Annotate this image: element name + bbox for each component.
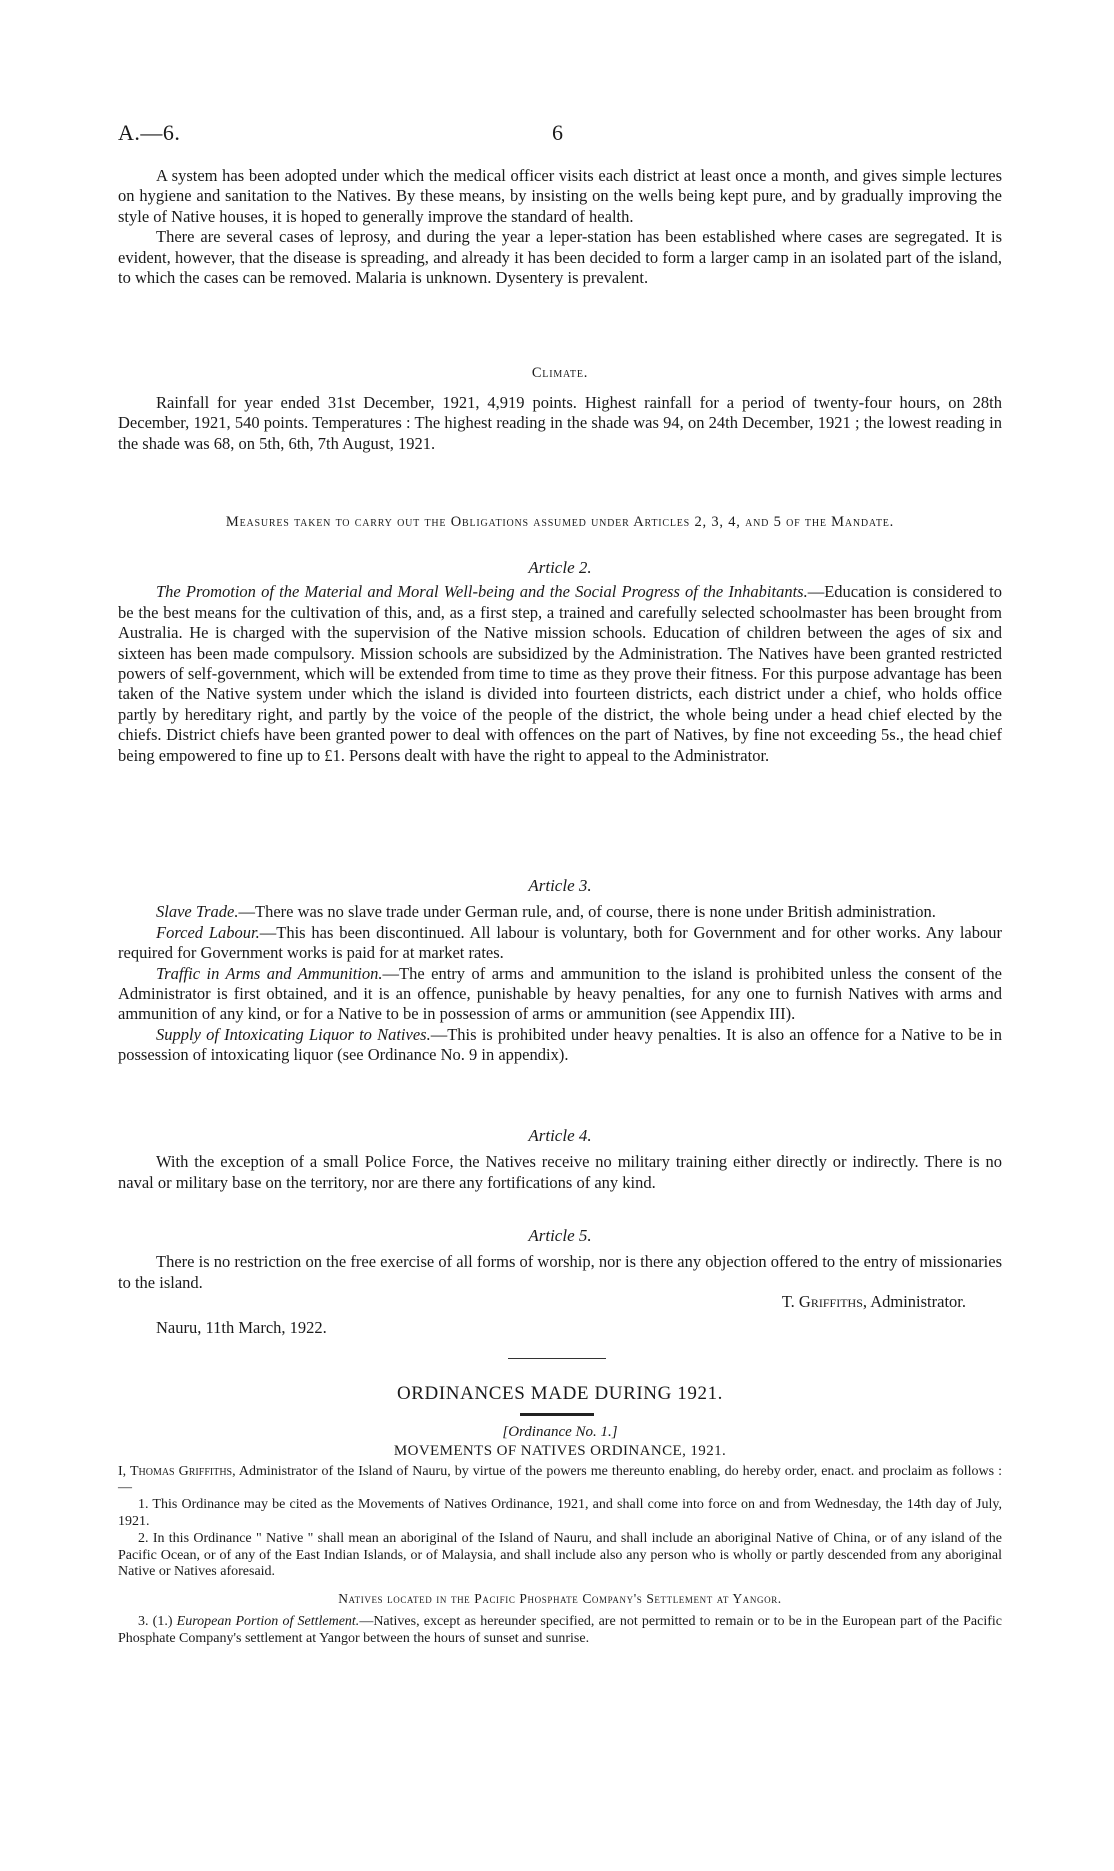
section-3-number: 3. (1.) [138, 1613, 177, 1629]
climate-section [118, 363, 1002, 383]
article-5-paragraph: There is no restriction on the free exercise of all forms of worship, nor is there any objection offered to the entry of missionaries to the island. [118, 1252, 1002, 1292]
slave-trade-lead: Slave Trade. [156, 902, 239, 922]
place-date: Nauru, 11th March, 1922. [156, 1318, 327, 1337]
ordinance-1 [118, 1424, 1002, 1648]
arms-traffic-paragraph [118, 964, 1002, 1025]
ordinance-preamble [118, 1464, 1002, 1498]
article-2-lead: The Promotion of the Material and Moral Well-being and the Social Progress of the Inhabitants. [156, 582, 808, 602]
health-paragraph-2: There are several cases of leprosy, and during the year a leper-station has been established where cases are segregated. It is evident, however, that the disease is spreading, and already it has been decided to form a larger camp in an isolated part of the island, to which the cases can be removed. Malaria is unknown. Dysentery is prevalent. [118, 227, 1002, 288]
article-5-title: Article 5. [528, 1226, 592, 1245]
article-5 [118, 1226, 1002, 1293]
article-3 [118, 876, 1002, 1066]
health-paragraph-1: A system has been adopted under which the medical officer visits each district at least once a month, and gives simple lectures on hygiene and sanitation to the Natives. By these means, by insisting on the wells being kept pure, and by gradually improving the style of Native houses, it is hoped to generally improve the standard of health. [118, 166, 1002, 226]
yangor-subheading: Natives located in the Pacific Phosphate Company's Settlement at Yangor. [338, 1591, 782, 1607]
slave-trade-paragraph [118, 902, 1002, 922]
ordinance-title: MOVEMENTS OF NATIVES ORDINANCE, 1921. [393, 1442, 727, 1459]
health-section [118, 166, 1002, 288]
liquor-supply-paragraph [118, 1025, 1002, 1066]
document-reference: A.—6. [118, 120, 181, 145]
article-2-title: Article 2. [528, 558, 592, 577]
section-3-text: —Natives, except as hereunder specified, are not permitted to remain or to be in the European part of the Pacific Phosphate Company's settlement at Yangor between the hours of sunset and sunrise. [118, 1613, 1002, 1646]
arms-traffic-lead: Traffic in Arms and Ammunition. [156, 963, 383, 983]
signatory-name: T. Griffiths [781, 1292, 863, 1311]
signature [118, 1292, 1002, 1312]
section-divider [508, 1358, 606, 1359]
article-2-paragraph [118, 582, 1002, 766]
article-4-title: Article 4. [528, 1126, 592, 1145]
signatory-title: , Administrator. [862, 1292, 966, 1311]
article-2-text: —Education is considered to be the best means for the cultivation of this, and, as a first step, a trained and carefully selected schoolmaster has been brought from Australia. He is charged with the supervision of the Native mission schools. Education of children between the ages of six and sixteen has been made compulsory. Mission schools are subsidized by the Administration. The Natives have been granted restricted powers of self-government, which will be extended from time to time as they prove their fitness. For this purpose advantage has been taken of the Native system under which the island is divided into fourteen districts, each district under a chief, who holds office partly by hereditary right, and partly by the voice of the people of the district, the whole being under a head chief elected by the chiefs. District chiefs have been granted power to deal with offences on the part of Natives, by fine not exceeding 5s., the head chief being empowered to fine up to £1. Persons dealt with have the right to appeal to the Administrator. [118, 582, 1002, 765]
article-2 [118, 558, 1002, 766]
climate-paragraph: Rainfall for year ended 31st December, 1921, 4,919 points. Highest rainfall for a period of twenty-four hours, on 28th December, 1921, 540 points. Temperatures : The highest reading in the shade was 94, on 24th December, 1921 ; the lowest reading in the shade was 68, on 5th, 6th, 7th August, 1921. [118, 393, 1002, 453]
forced-labour-text: —This has been discontinued. All labour is voluntary, both for Government and for other works. Any labour required for Government works is paid for at market rates. [118, 922, 1002, 963]
heading-rule [520, 1413, 594, 1416]
section-3-1 [118, 1614, 1002, 1648]
article-4 [118, 1126, 1002, 1193]
arms-traffic-text: —The entry of arms and ammunition to the island is prohibited unless the consent of the Administrator is first obtained, and it is an offence, punishable by heavy penalties, for any one to furnish Natives with arms and ammunition of any kind, or for a Native to be in possession of arms or ammunition (see Appendix III). [118, 963, 1002, 1024]
article-3-title: Article 3. [528, 876, 592, 895]
section-1: 1. This Ordinance may be cited as the Movements of Natives Ordinance, 1921, and shall come into force on and from Wednesday, the 14th day of July, 1921. [118, 1497, 1002, 1529]
article-4-paragraph: With the exception of a small Police Force, the Natives receive no military training either directly or indirectly. There is no naval or military base on the territory, nor are there any fortifications of any kind. [118, 1152, 1002, 1192]
liquor-supply-text: —This is prohibited under heavy penalties. It is also an offence for a Native to be in possession of intoxicating liquor (see Ordinance No. 9 in appendix). [118, 1024, 1002, 1065]
preamble-text: , Administrator of the Island of Nauru, by virtue of the powers me thereunto enabling, do hereby order, enact. and proclaim as follows :— [118, 1463, 1002, 1496]
climate-heading: Climate. [531, 365, 589, 381]
ordinances-heading: ORDINANCES MADE DURING 1921. [396, 1383, 724, 1404]
section-3-lead: European Portion of Settlement. [176, 1613, 360, 1629]
climate-body [118, 393, 1002, 454]
measures-section [118, 512, 1002, 532]
place-date-block [118, 1318, 1002, 1338]
forced-labour-lead: Forced Labour. [156, 922, 260, 942]
measures-heading: Measures taken to carry out the Obligations assumed under Articles 2, 3, 4, and 5 of the Mandate. [225, 514, 895, 530]
forced-labour-paragraph [118, 923, 1002, 964]
page-number: 6 [552, 120, 563, 145]
liquor-supply-lead: Supply of Intoxicating Liquor to Natives. [156, 1024, 431, 1044]
ordinance-number: [Ordinance No. 1.] [502, 1424, 618, 1440]
signature-block [118, 1292, 1002, 1312]
slave-trade-text: —There was no slave trade under German rule, and, of course, there is none under British administration. [238, 902, 936, 922]
section-2: 2. In this Ordinance " Native " shall mean an aboriginal of the Island of Nauru, and shall include an aboriginal Native of China, or of any island of the Pacific Ocean, or of any of the East Indian Islands, or of Malaysia, and shall include also any person who is wholly or partly descended from any aboriginal Native or Natives aforesaid. [118, 1530, 1002, 1580]
enacting-authority: I, Thomas Griffiths [118, 1463, 233, 1479]
